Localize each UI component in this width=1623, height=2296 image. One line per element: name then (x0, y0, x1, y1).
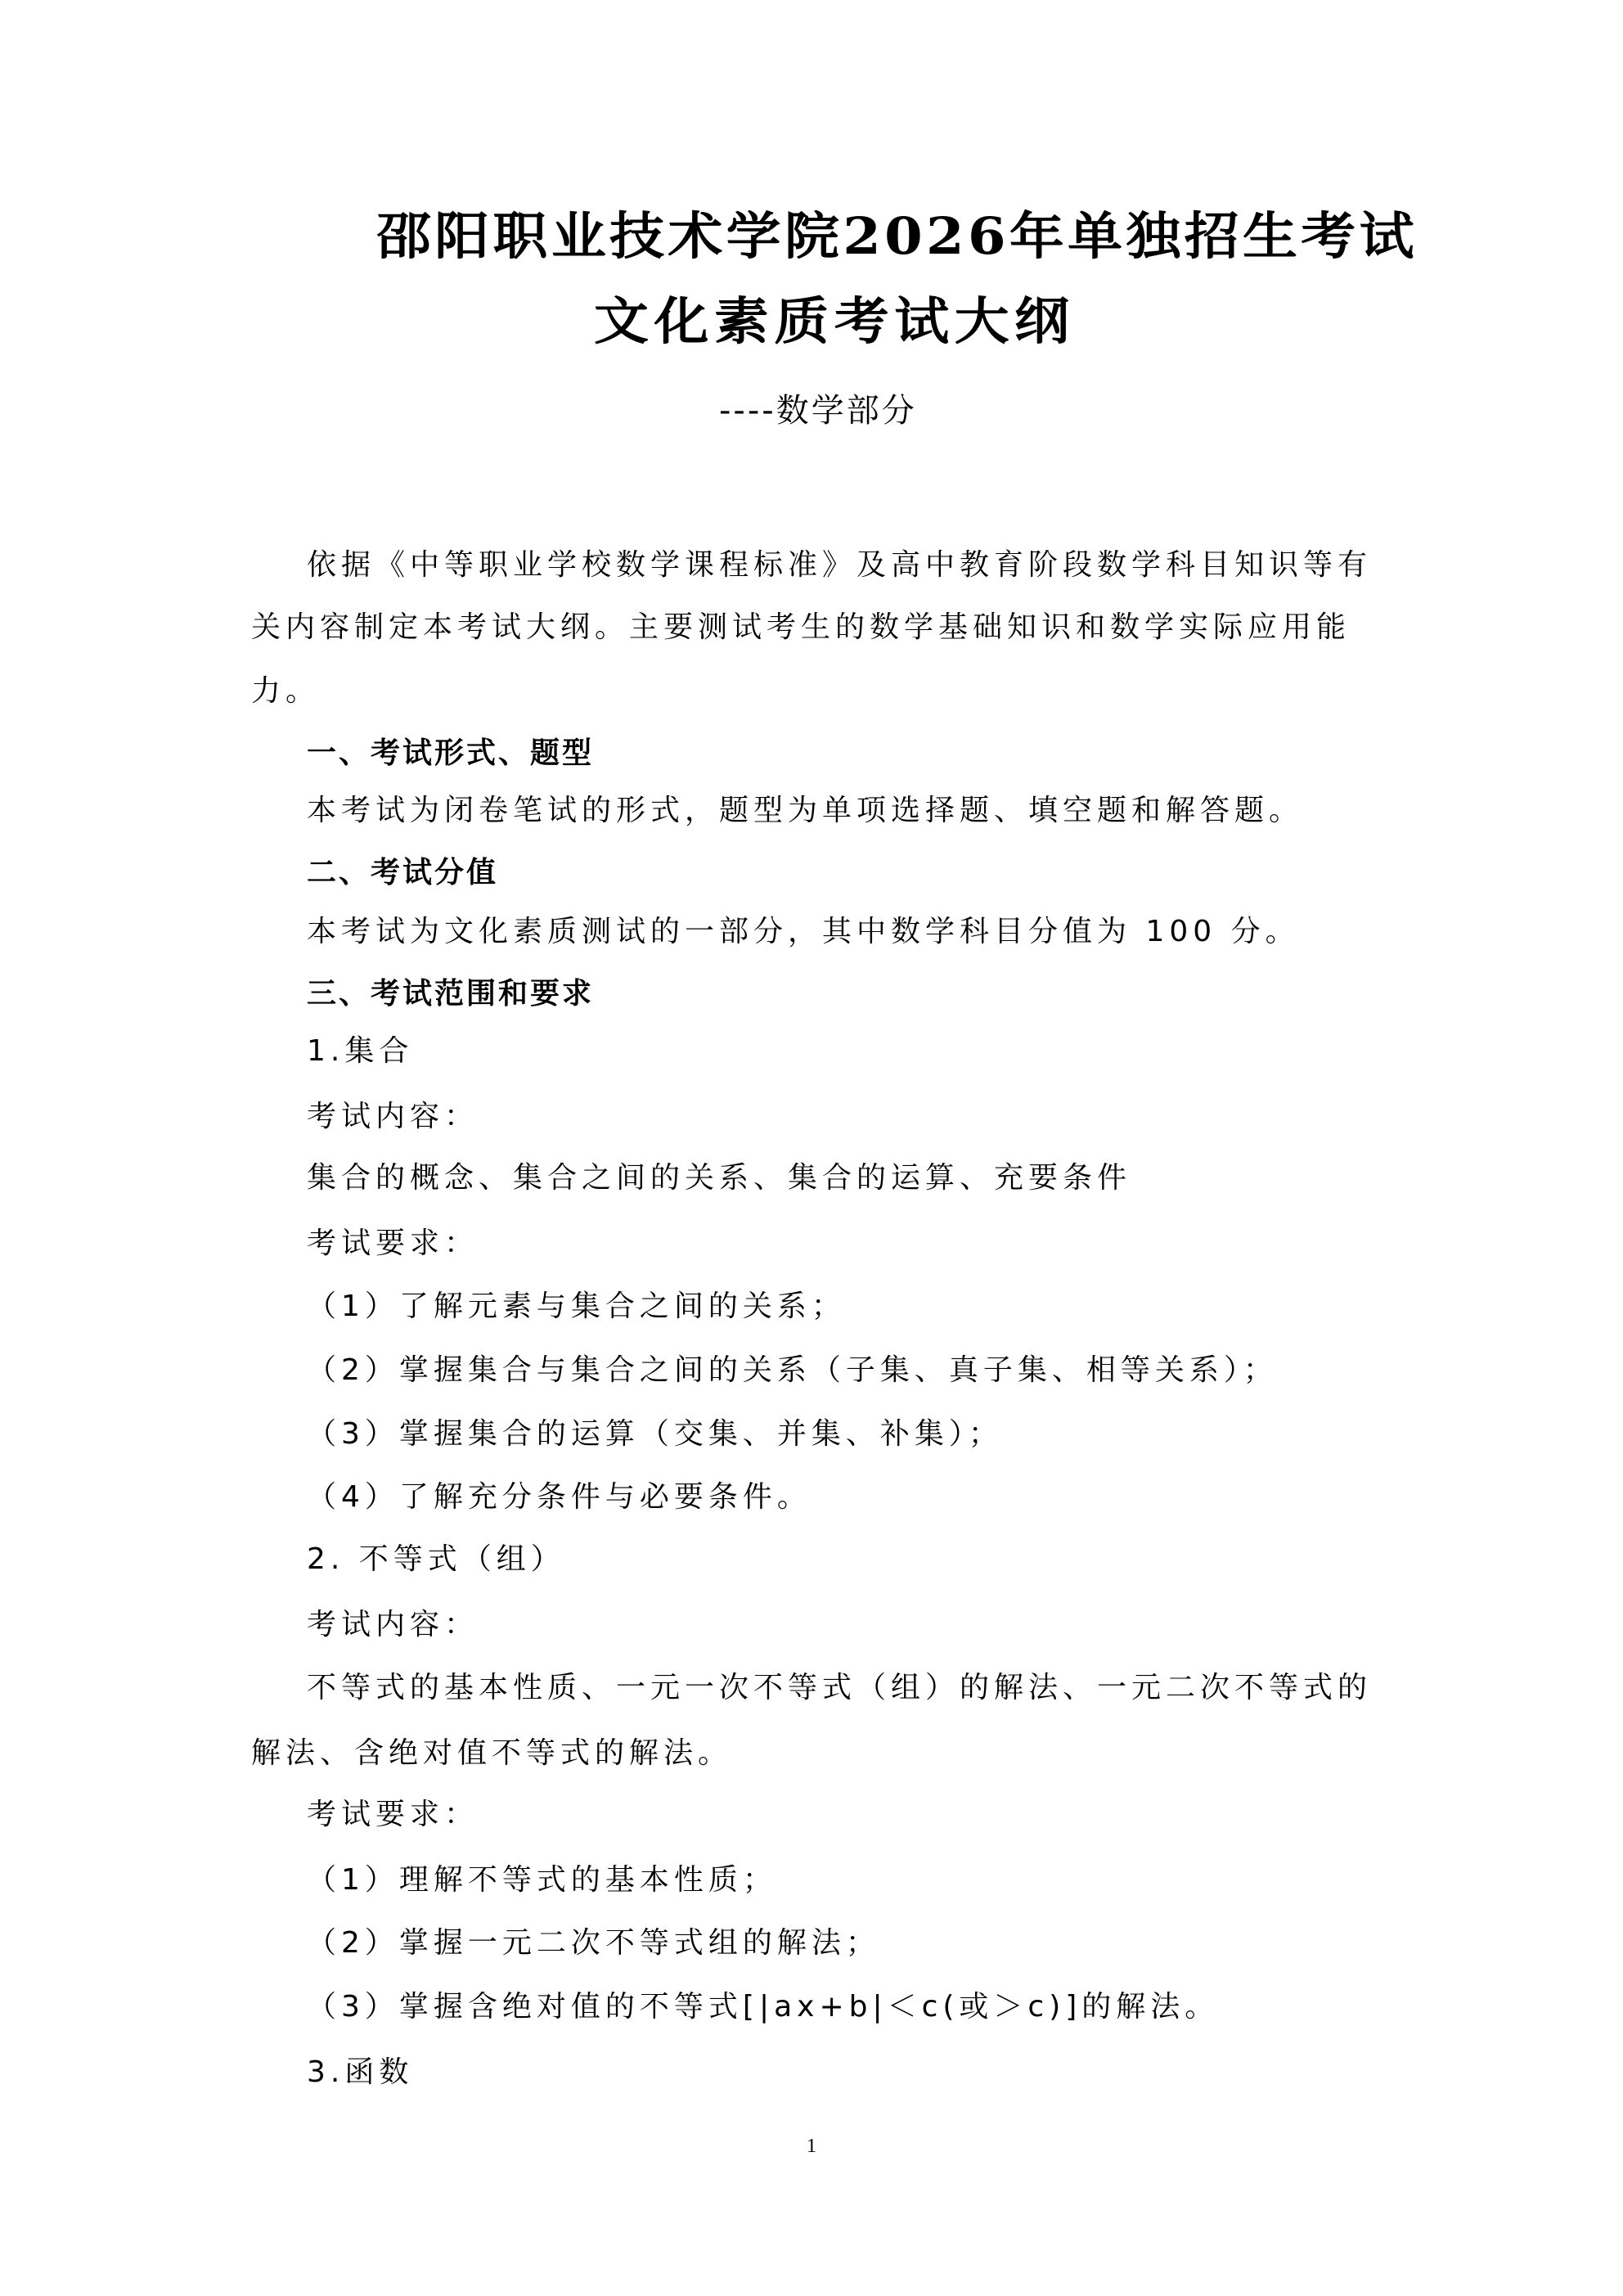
document-title-line-2: 文化素质考试大纲 (594, 291, 1075, 351)
topic-sets-requirement-4: （4）了解充分条件与必要条件。 (307, 1480, 812, 1514)
topic-title-functions: 3.函数 (307, 2055, 414, 2089)
topic-inequalities-content-line-1: 不等式的基本性质、一元一次不等式（组）的解法、一元二次不等式的 (307, 1671, 1373, 1704)
intro-line-3: 力。 (251, 674, 321, 708)
intro-line-1: 依据《中等职业学校数学课程标准》及高中教育阶段数学科目知识等有 (307, 548, 1373, 582)
topic-sets-requirement-2: （2）掌握集合与集合之间的关系（子集、真子集、相等关系）； (307, 1353, 1278, 1387)
topic-title-sets: 1.集合 (307, 1034, 414, 1068)
topic-inequalities-content-label: 考试内容： (307, 1608, 479, 1641)
topic-sets-content-line: 集合的概念、集合之间的关系、集合的运算、充要条件 (307, 1161, 1132, 1195)
topic-title-inequalities: 2. 不等式（组） (307, 1542, 565, 1576)
topic-sets-requirements-label: 考试要求： (307, 1227, 479, 1260)
document-title-line-1: 邵阳职业技术学院2026年单独招生考试 (376, 206, 1418, 266)
section-heading-score: 二、考试分值 (307, 856, 499, 889)
intro-line-2: 关内容制定本考试大纲。主要测试考生的数学基础知识和数学实际应用能 (251, 610, 1351, 644)
page-number: 1 (807, 2136, 816, 2157)
section-heading-scope: 三、考试范围和要求 (307, 977, 595, 1011)
document-subtitle: ----数学部分 (719, 392, 917, 430)
section-heading-format: 一、考试形式、题型 (307, 736, 595, 770)
topic-sets-content-label: 考试内容： (307, 1100, 479, 1133)
topic-inequalities-content-line-2: 解法、含绝对值不等式的解法。 (251, 1736, 733, 1770)
topic-inequalities-requirement-1: （1）理解不等式的基本性质； (307, 1863, 777, 1897)
topic-inequalities-requirements-label: 考试要求： (307, 1798, 479, 1831)
topic-inequalities-requirement-2: （2）掌握一元二次不等式组的解法； (307, 1926, 880, 1960)
section-text-score: 本考试为文化素质测试的一部分，其中数学科目分值为 100 分。 (307, 915, 1300, 948)
section-text-format: 本考试为闭卷笔试的形式，题型为单项选择题、填空题和解答题。 (307, 794, 1304, 827)
topic-sets-requirement-1: （1）了解元素与集合之间的关系； (307, 1290, 846, 1323)
topic-sets-requirement-3: （3）掌握集合的运算（交集、并集、补集）； (307, 1417, 1003, 1451)
topic-inequalities-requirement-3: （3）掌握含绝对值的不等式[|ax+b|＜c(或＞c)]的解法。 (307, 1990, 1220, 2024)
